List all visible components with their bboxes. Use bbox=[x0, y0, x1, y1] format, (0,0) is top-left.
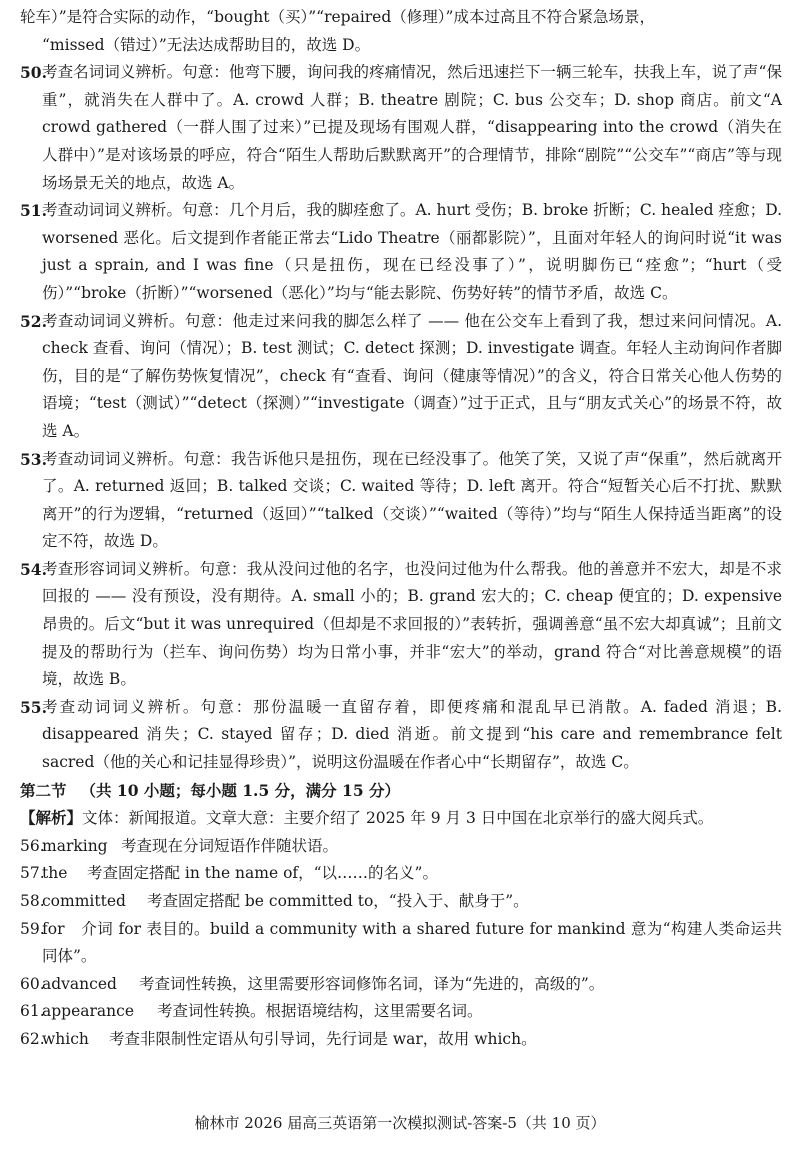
answer-item-56 bbox=[20, 833, 782, 861]
answer-word: marking bbox=[42, 836, 108, 855]
analysis-text: 文体：新闻报道。文章大意：主要介绍了 2025 年 9 月 3 日中国在北京举行的盛大阅兵式。 bbox=[82, 809, 714, 828]
answer-explanation: 考查现在分词短语作伴随状语。 bbox=[120, 836, 338, 855]
item-number: 58. bbox=[20, 892, 45, 910]
answer-item-51 bbox=[20, 197, 782, 307]
section-score: （共 10 小题；每小题 1.5 分，满分 15 分） bbox=[80, 780, 400, 800]
answer-explanation: 考查词性转换。根据语境结构，这里需要名词。 bbox=[156, 1002, 483, 1021]
answer-item-52 bbox=[20, 308, 782, 446]
item-number: 62. bbox=[20, 1029, 45, 1048]
answer-word: which bbox=[42, 1029, 89, 1048]
answer-explanation: 考查词性转换，这里需要形容词修饰名词，译为“先进的，高级的”。 bbox=[138, 974, 605, 993]
answer-item-55 bbox=[20, 694, 782, 777]
analysis-tag: 【解析】 bbox=[20, 808, 83, 828]
item-number: 52. bbox=[20, 311, 47, 331]
answer-item-60 bbox=[20, 971, 782, 999]
answer-item-62 bbox=[20, 1026, 782, 1054]
answer-item-50 bbox=[20, 59, 782, 197]
answer-word: committed bbox=[42, 892, 126, 910]
answer-item-59 bbox=[20, 916, 782, 971]
page-content bbox=[20, 4, 782, 1054]
item-number: 54. bbox=[20, 559, 47, 579]
item-number: 59. bbox=[20, 919, 45, 938]
item-explanation: 考查动词词义辨析。句意：几个月后，我的脚痊愈了。A. hurt 受伤；B. broke 折断；C. healed 痊愈；D. worsened 恶化。后文提到作者能正常去“Lido Theatre（丽都影院）”，且面对年轻人的询问时说“it was just a sprain, and I was fine（只是扭伤，现在已经没事了）”，说明脚伤已“痊愈”；“hurt（受伤）”“broke（折断）”“worsened（恶化）”均与“能去影院、伤势好转”的情节矛盾，故选 C。 bbox=[42, 201, 782, 302]
answer-item-54 bbox=[20, 556, 782, 694]
answer-word: for bbox=[42, 919, 65, 938]
answer-item-57 bbox=[20, 860, 782, 888]
item-number: 57. bbox=[20, 864, 45, 883]
answer-item-61 bbox=[20, 998, 782, 1026]
item-number: 55. bbox=[20, 697, 47, 717]
answer-explanation: 考查固定搭配 be committed to，“投入于、献身于”。 bbox=[146, 892, 529, 910]
item-number: 51. bbox=[20, 201, 47, 221]
item-explanation: 考查形容词词义辨析。句意：我从没问过他的名字，也没问过他为什么帮我。他的善意并不宏大，却是不求回报的 —— 没有预设，没有期待。A. small 小的；B. grand 宏大的；C. cheap 便宜的；D. expensive 昂贵的。后文“but it was unrequired（但却是不求回报的）”表转折，强调善意“虽不宏大却真诚”；且前文提及的帮助行为（拦车、询问伤势）均为日常小事，并非“宏大”的举动，grand 符合“对比善意规模”的语境，故选 B。 bbox=[42, 559, 782, 689]
item-number: 60. bbox=[20, 974, 45, 993]
item-number: 50. bbox=[20, 63, 47, 83]
item-explanation: 考查动词词义辨析。句意：我告诉他只是扭伤，现在已经没事了。他笑了笑，又说了声“保重”，然后就离开了。A. returned 返回；B. talked 交谈；C. waited 等待；D. left 离开。符合“短暂关心后不打扰、默默离开”的行为逻辑，“returned（返回）”“talked（交谈）”“waited（等待）”均与“陌生人保持适当距离”的设定不符，故选 D。 bbox=[42, 449, 782, 551]
item-explanation: 考查动词词义辨析。句意：那份温暖一直留存着，即便疼痛和混乱早已消散。A. faded 消退；B. disappeared 消失；C. stayed 留存；D. died 消逝。前文提到“his care and remembrance felt sacred（他的关心和记挂显得珍贵）”，说明这份温暖在作者心中“长期留存”，故选 C。 bbox=[42, 697, 782, 772]
page-footer: 榆林市 2026 届高三英语第一次模拟测试-答案-5（共 10 页） bbox=[194, 1114, 606, 1132]
answer-word: appearance bbox=[42, 1002, 134, 1021]
continued-line-1: 轮车）”是符合实际的动作，“bought（买）”“repaired（修理）”成本过高且不符合紧急场景， bbox=[20, 8, 655, 26]
item-number: 56. bbox=[20, 836, 45, 855]
section-title: 第二节 bbox=[20, 780, 67, 800]
item-number: 53. bbox=[20, 449, 47, 469]
continued-line-2: “missed（错过）”无法达成帮助目的，故选 D。 bbox=[42, 35, 371, 54]
section-heading bbox=[20, 777, 782, 805]
answer-item-58 bbox=[20, 888, 782, 916]
item-explanation: 考查动词词义辨析。句意：他走过来问我的脚怎么样了 —— 他在公交车上看到了我，想过来问问情况。A. check 查看、询问（情况）；B. test 测试；C. detect 探测；D. investigate 调查。年轻人主动询问作者脚伤，目的是“了解伤势恢复情况”，check 有“查看、询问（健康等情况）”的含义，符合日常关心他人伤势的语境；“test（测试）”“detect（探测）”“investigate（调查）”过于正式，且与“朋友式关心”的场景不符，故选 A。 bbox=[42, 311, 782, 440]
answer-explanation: 考查固定搭配 in the name of，“以……的名义”。 bbox=[86, 864, 438, 883]
answer-item-53 bbox=[20, 446, 782, 556]
answer-explanation: 介词 for 表目的。build a community with a shared future for mankind 意为“构建人类命运共同体”。 bbox=[42, 919, 782, 966]
answer-word: advanced bbox=[42, 974, 117, 993]
item-explanation: 考查名词词义辨析。句意：他弯下腰，询问我的疼痛情况，然后迅速拦下一辆三轮车，扶我上车，说了声“保重”，就消失在人群中了。A. crowd 人群；B. theatre 剧院；C. bus 公交车；D. shop 商店。前文“A crowd gathered（一群人围了过来）”已提及现场有围观人群，“disappearing into the crowd（消失在人群中）”是对该场景的呼应，符合“陌生人帮助后默默离开”的合理情节，排除“剧院”“公交车”“商店”等与现场场景无关的地点，故选 A。 bbox=[42, 63, 782, 192]
passage-analysis bbox=[20, 804, 782, 833]
item-number: 61. bbox=[20, 1002, 45, 1021]
answer-word: the bbox=[42, 864, 68, 883]
answer-explanation: 考查非限制性定语从句引导词，先行词是 war，故用 which。 bbox=[108, 1029, 537, 1048]
